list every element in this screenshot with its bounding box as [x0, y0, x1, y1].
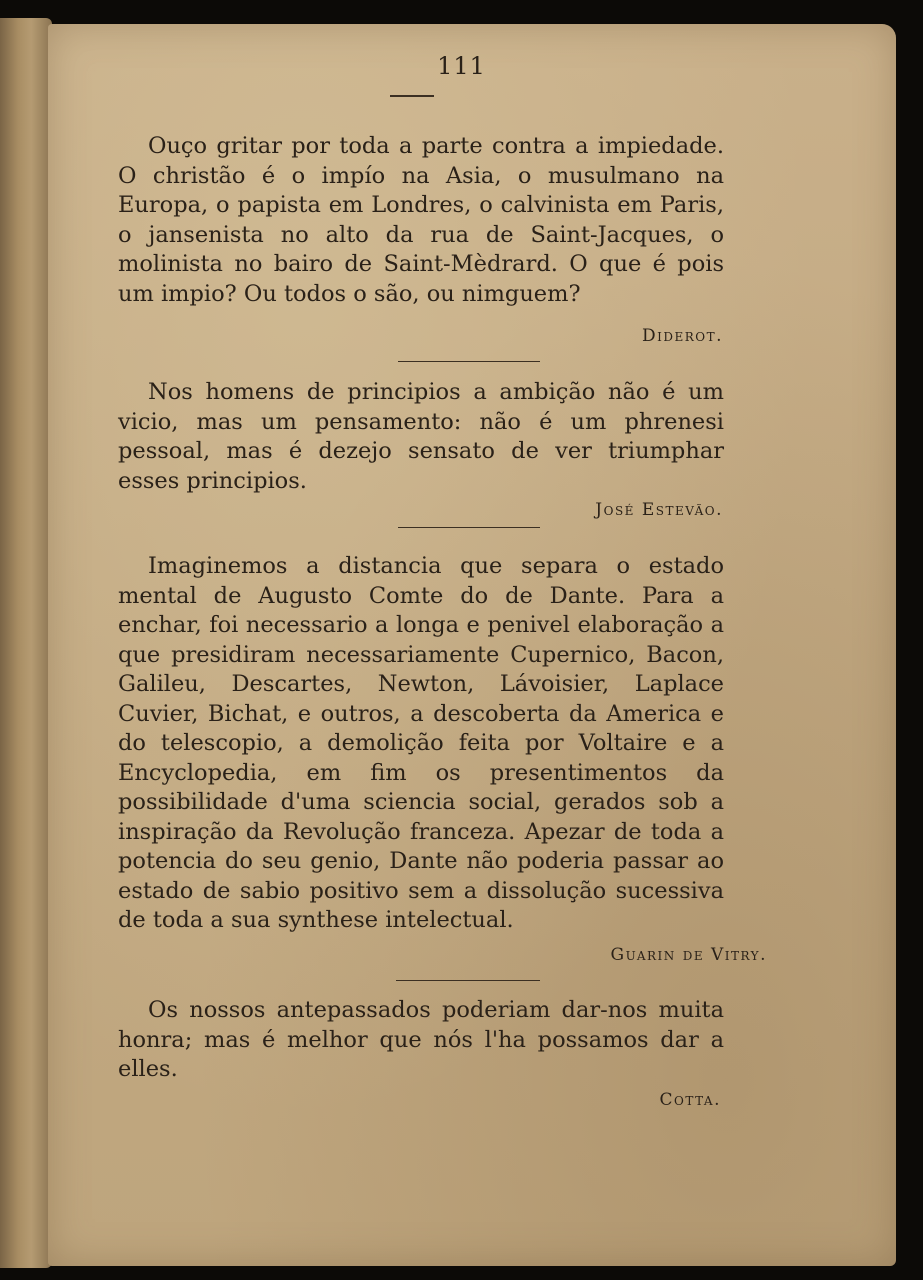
separator-rule [398, 527, 540, 528]
book-binding-edge [0, 18, 52, 1268]
quote-text: Nos homens de principios a ambição não é um vicio, mas um pensamento: não é um phrenesi pessoal, mas é dezejo sensato de ver triumphar esses principios. [118, 379, 724, 494]
separator-rule [396, 980, 540, 981]
page-number-rule [390, 95, 434, 97]
quote-block [118, 378, 724, 496]
quote-block [118, 552, 724, 936]
page-number: 111 [437, 52, 486, 80]
quote-block [118, 996, 724, 1085]
quote-block [118, 132, 724, 309]
quote-text: Imaginemos a distancia que separa o estado mental de Augusto Comte do de Dante. Para a enchar, foi necessario a longa e penivel elaboração a que presidiram necessariamente Cupernico, Bacon, Galileu, Descartes, Newton, Lávoisier, Laplace Cuvier, Bichat, e outros, a descoberta da America e do telescopio, a demolição feita por Voltaire e a Encyclopedia, em fim os presentimentos da possibilidade d'uma sciencia social, gerados sob a inspiração da Revolução franceza. Apezar de toda a potencia do seu genio, Dante não poderia passar ao estado de sabio positivo sem a dissolução sucessiva de toda a sua synthese intelectual. [118, 553, 724, 933]
separator-rule [398, 361, 540, 362]
quote-text: Ouço gritar por toda a parte contra a impiedade. O christão é o impío na Asia, o musulmano na Europa, o papista em Londres, o calvinista em Paris, o jansenista no alto da rua de Saint-Jacques, o molinista no bairo de Saint-Mèdrard. O que é pois um impio? Ou todos o são, ou nimguem? [118, 133, 724, 307]
quote-author: Cotta. [659, 1090, 721, 1110]
quote-author: Diderot. [641, 326, 723, 346]
quote-text: Os nossos antepassados poderiam dar-nos muita honra; mas é melhor que nós l'ha possamos dar a elles. [118, 997, 724, 1082]
quote-author: Guarin de Vitry. [610, 945, 767, 965]
quote-author: José Estevão. [595, 500, 723, 520]
